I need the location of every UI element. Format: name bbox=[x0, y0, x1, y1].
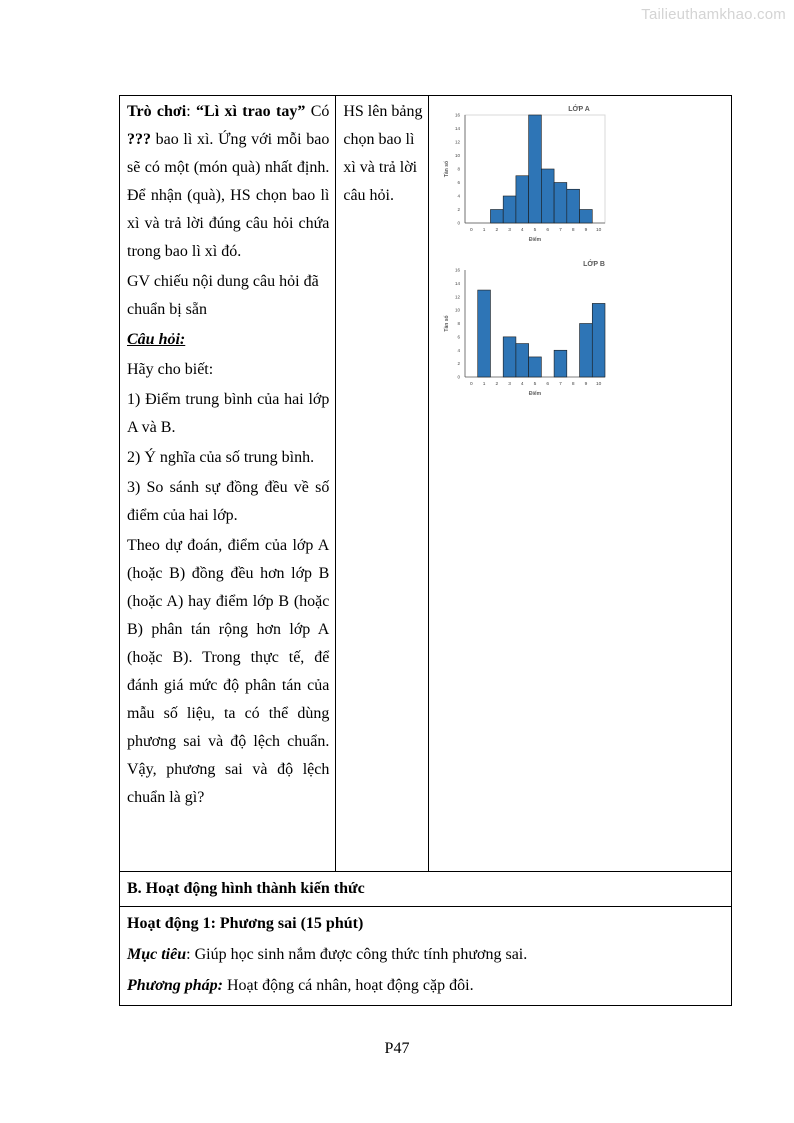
y-tick-label: 4 bbox=[457, 347, 461, 353]
chart-lop-a bbox=[439, 102, 619, 252]
bar bbox=[529, 115, 542, 223]
bar bbox=[567, 189, 580, 223]
x-tick-label: 4 bbox=[521, 382, 525, 387]
chart-title: LỚP B bbox=[583, 261, 606, 268]
bar bbox=[504, 337, 517, 377]
bar bbox=[504, 196, 517, 223]
bar bbox=[516, 344, 529, 377]
question-2: 2) Ý nghĩa của số trung bình. bbox=[127, 449, 315, 466]
goal-label: Mục tiêu bbox=[127, 946, 187, 963]
y-tick-label: 12 bbox=[455, 294, 461, 300]
y-tick-label: 0 bbox=[457, 220, 461, 226]
goal-line bbox=[127, 941, 724, 969]
x-tick-label: 9 bbox=[585, 228, 588, 233]
student-activity-text: HS lên bảng chọn bao lì xì và trả lời câu hỏi. bbox=[343, 103, 423, 204]
bar bbox=[491, 210, 504, 224]
x-tick-label: 2 bbox=[495, 382, 499, 387]
activity-row bbox=[120, 96, 732, 872]
page-number: P47 bbox=[384, 1040, 410, 1057]
ask-line: Hãy cho biết: bbox=[127, 361, 214, 378]
bar bbox=[593, 303, 606, 377]
game-title: “Lì xì trao tay” bbox=[196, 103, 306, 120]
student-activity-cell bbox=[336, 96, 429, 872]
method-line bbox=[127, 972, 724, 1000]
conclusion-paragraph: Theo dự đoán, điểm của lớp A (hoặc B) đồng đều hơn lớp B (hoặc A) hay điểm lớp B (hoặc B) phân tán rộng hơn lớp A (hoặc B). Trong thực tế, để đánh giá mức độ phân tán của mẫu số liệu, ta có thể dùng phương sai và độ lệch chuẩn. Vậy, phương sai và độ lệch chuẩn là gì? bbox=[127, 537, 330, 806]
y-tick-label: 14 bbox=[455, 126, 461, 131]
game-colon: : bbox=[186, 103, 197, 120]
intro-b: bao lì xì. Ứng với mỗi bao sẽ có một (món quà) nhất định. Để nhận (quà), HS chọn bao lì xì và trả lời đúng câu hỏi chứa trong bao lì xì đó. bbox=[127, 131, 330, 260]
game-label: Trò chơi bbox=[127, 103, 187, 120]
x-tick-label: 10 bbox=[596, 228, 602, 233]
x-tick-label: 0 bbox=[470, 382, 474, 387]
y-tick-label: 2 bbox=[457, 207, 461, 212]
y-tick-label: 0 bbox=[457, 374, 461, 380]
x-tick-label: 4 bbox=[521, 228, 525, 233]
y-tick-label: 8 bbox=[457, 321, 461, 326]
x-tick-label: 10 bbox=[596, 382, 602, 387]
bar bbox=[478, 290, 491, 377]
x-tick-label: 5 bbox=[534, 382, 537, 387]
bar bbox=[580, 324, 593, 378]
x-tick-label: 8 bbox=[572, 382, 576, 387]
question-heading-text: Câu hỏi: bbox=[127, 331, 186, 348]
lesson-table bbox=[119, 95, 732, 1006]
x-tick-label: 6 bbox=[546, 228, 550, 233]
x-tick-label: 3 bbox=[508, 382, 512, 387]
x-tick-label: 6 bbox=[546, 382, 550, 387]
y-tick-label: 16 bbox=[455, 112, 461, 118]
y-tick-label: 4 bbox=[457, 193, 461, 199]
y-tick-label: 16 bbox=[455, 267, 461, 273]
y-axis-label: Tần số bbox=[444, 315, 451, 332]
y-tick-label: 8 bbox=[457, 166, 461, 172]
bar bbox=[580, 210, 593, 224]
x-tick-label: 2 bbox=[495, 228, 499, 233]
y-tick-label: 6 bbox=[457, 180, 461, 185]
gv-instruction: GV chiếu nội dung câu hỏi đã chuẩn bị sẵn bbox=[127, 273, 319, 318]
goal-text: : Giúp học sinh nắm được công thức tính phương sai. bbox=[186, 946, 528, 963]
x-axis-label: Điểm bbox=[529, 391, 542, 397]
activity-1-row bbox=[120, 907, 732, 1006]
x-axis-label: Điểm bbox=[529, 237, 542, 243]
teacher-activity-cell bbox=[120, 96, 336, 872]
x-tick-label: 1 bbox=[483, 228, 486, 233]
chart-lop-b bbox=[439, 256, 629, 406]
method-text: Hoạt động cá nhân, hoạt động cặp đôi. bbox=[222, 977, 474, 994]
y-tick-label: 12 bbox=[455, 139, 461, 145]
y-tick-label: 2 bbox=[457, 361, 461, 367]
x-tick-label: 3 bbox=[508, 228, 512, 233]
bar bbox=[529, 357, 542, 377]
y-tick-label: 10 bbox=[455, 153, 461, 158]
x-tick-label: 7 bbox=[559, 228, 563, 233]
bar bbox=[555, 350, 568, 377]
x-tick-label: 7 bbox=[559, 382, 563, 387]
charts-cell bbox=[429, 96, 732, 872]
y-axis-label: Tần số bbox=[444, 160, 451, 178]
x-tick-label: 8 bbox=[572, 228, 576, 233]
question-heading bbox=[127, 326, 329, 354]
x-tick-label: 1 bbox=[483, 382, 486, 387]
section-b-row bbox=[120, 872, 732, 907]
intro-q: ??? bbox=[127, 131, 151, 148]
x-tick-label: 5 bbox=[534, 228, 537, 233]
y-tick-label: 10 bbox=[455, 307, 461, 313]
method-label: Phương pháp: bbox=[127, 977, 223, 994]
bar bbox=[555, 183, 568, 224]
x-tick-label: 9 bbox=[585, 382, 588, 387]
section-b-heading: B. Hoạt động hình thành kiến thức bbox=[120, 872, 732, 907]
activity-1-title: Hoạt động 1: Phương sai (15 phút) bbox=[127, 915, 364, 932]
y-tick-label: 6 bbox=[457, 334, 461, 340]
x-tick-label: 0 bbox=[470, 228, 474, 233]
question-1: 1) Điểm trung bình của hai lớp A và B. bbox=[127, 391, 330, 436]
game-line bbox=[127, 98, 329, 266]
watermark: Tailieuthamkhao.com bbox=[641, 6, 786, 23]
chart-title: LỚP A bbox=[568, 106, 591, 113]
bar bbox=[542, 169, 555, 223]
activity-1-cell bbox=[120, 907, 732, 1006]
bar bbox=[516, 176, 529, 223]
y-tick-label: 14 bbox=[455, 280, 461, 286]
intro-a: Có bbox=[310, 103, 330, 120]
question-3: 3) So sánh sự đồng đều về số điểm của hai lớp. bbox=[127, 479, 330, 524]
